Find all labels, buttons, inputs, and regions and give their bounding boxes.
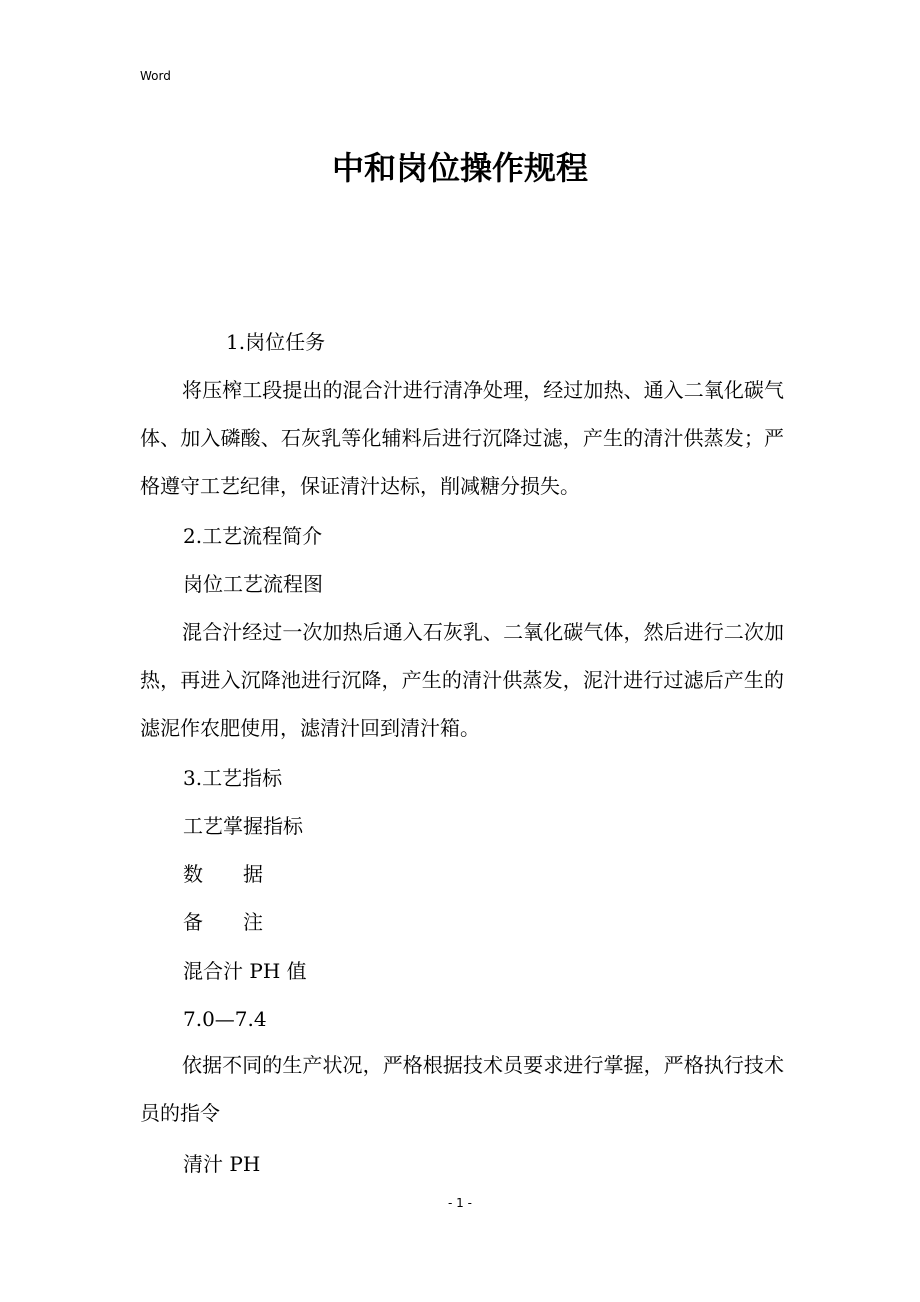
table-header-indicator: 工艺掌握指标	[183, 814, 303, 838]
row-2-name: 清汁 PH	[183, 1152, 261, 1176]
section-2-heading: 2.工艺流程简介	[183, 524, 323, 548]
section-1-heading: 1.岗位任务	[226, 330, 326, 354]
table-header-data: 数 据	[183, 862, 263, 886]
header-label: Word	[140, 69, 171, 83]
row-1-note: 依据不同的生产状况，严格根据技术员要求进行掌握，严格执行技术员的指令	[140, 1053, 784, 1125]
table-header-note: 备 注	[183, 910, 263, 934]
section-1-body: 将压榨工段提出的混合汁进行清净处理，经过加热、通入二氧化碳气体、加入磷酸、石灰乳等化辅料后进行沉降过滤，产生的清汁供蒸发；严格遵守工艺纪律，保证清汁达标，削减糖分损失。	[140, 378, 784, 498]
row-1-value: 7.0—7.4	[183, 1007, 267, 1031]
section-2-subheading: 岗位工艺流程图	[183, 572, 323, 596]
page-number: - 1 -	[448, 1196, 472, 1210]
section-2-body: 混合汁经过一次加热后通入石灰乳、二氧化碳气体，然后进行二次加热，再进入沉降池进行沉降，产生的清汁供蒸发，泥汁进行过滤后产生的滤泥作农肥使用，滤清汁回到清汁箱。	[140, 620, 784, 740]
document-title: 中和岗位操作规程	[331, 149, 588, 187]
row-1-name: 混合汁 PH 值	[183, 959, 307, 983]
section-3-heading: 3.工艺指标	[183, 766, 283, 790]
